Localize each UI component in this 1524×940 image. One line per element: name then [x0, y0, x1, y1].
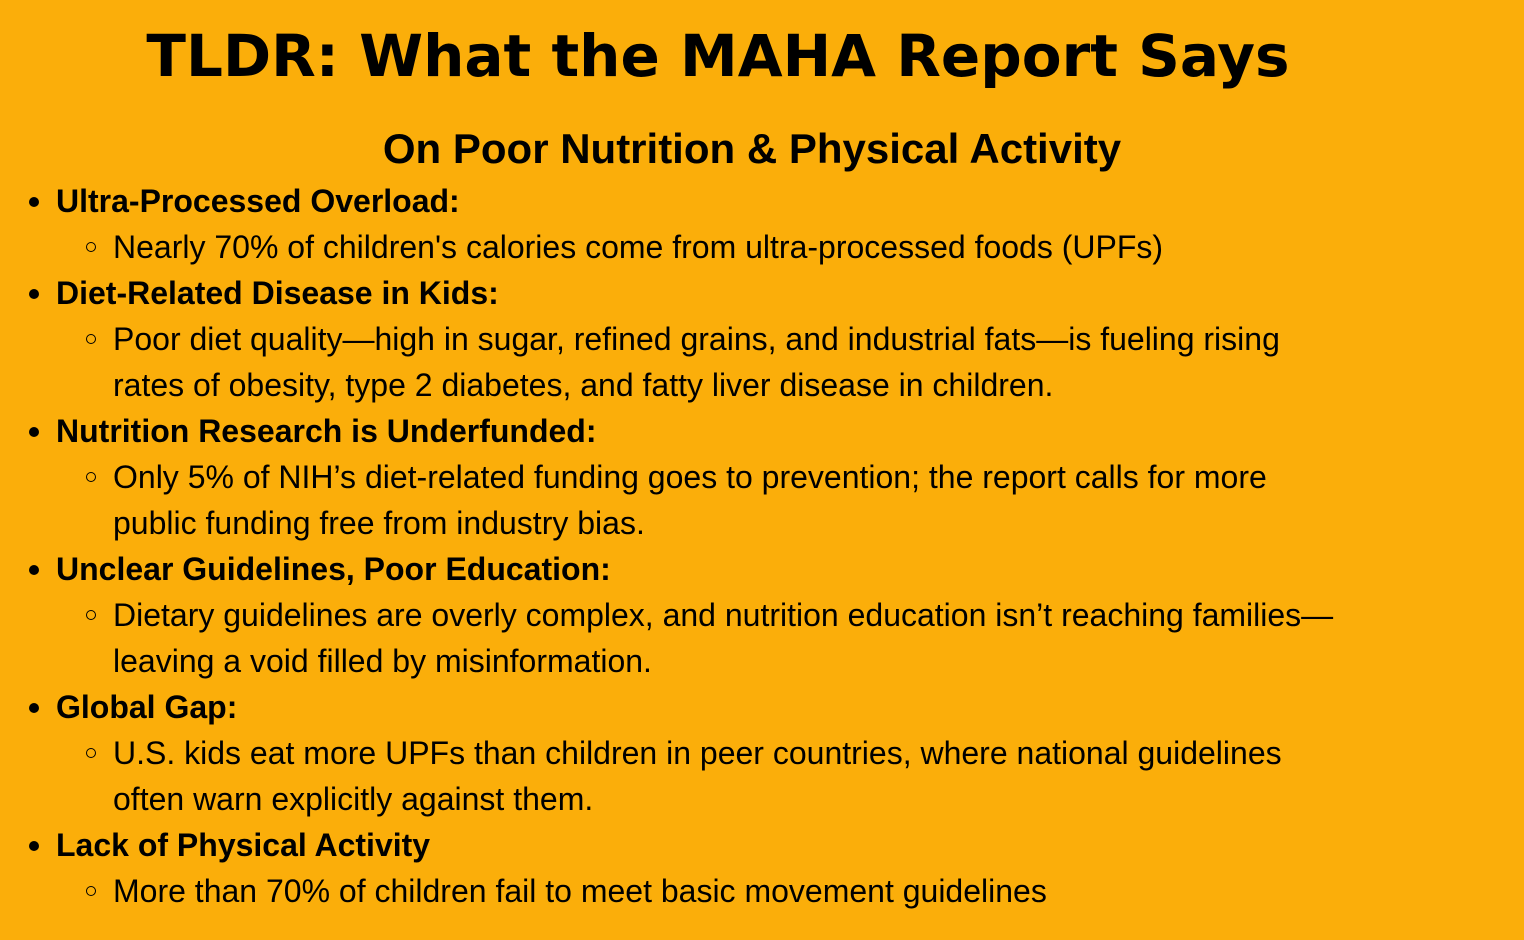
list-item: [0, 178, 1524, 270]
item-detail: [0, 316, 1524, 408]
item-heading: Nutrition Research is Underfunded:: [56, 413, 597, 449]
page-subtitle: On Poor Nutrition & Physical Activity: [382, 125, 1122, 172]
hollow-bullet-icon: [86, 886, 96, 896]
item-heading-row: [0, 684, 1524, 730]
item-heading: Lack of Physical Activity: [56, 827, 431, 863]
item-detail: [0, 454, 1524, 546]
bullet-dot-icon: [29, 289, 39, 299]
bullet-dot-icon: [29, 427, 39, 437]
item-heading-row: [0, 546, 1524, 592]
item-detail-line: Nearly 70% of children's calories come from ultra-processed foods (UPFs): [113, 229, 1164, 265]
item-heading-row: [0, 270, 1524, 316]
item-heading-row: [0, 178, 1524, 224]
item-detail-line: Only 5% of NIH’s diet-related funding goes to prevention; the report calls for more: [113, 459, 1267, 495]
list-item: [0, 822, 1524, 914]
item-detail-line: More than 70% of children fail to meet basic movement guidelines: [113, 873, 1047, 909]
item-detail-line: leaving a void filled by misinformation.: [113, 643, 652, 679]
item-detail: [0, 224, 1524, 270]
item-heading: Global Gap:: [56, 689, 238, 725]
list-item: [0, 546, 1524, 684]
item-detail-line: public funding free from industry bias.: [113, 505, 645, 541]
item-heading: Diet-Related Disease in Kids:: [56, 275, 499, 311]
item-detail: [0, 592, 1524, 684]
hollow-bullet-icon: [86, 472, 96, 482]
item-heading: Ultra-Processed Overload:: [56, 183, 460, 219]
item-heading-row: [0, 408, 1524, 454]
item-detail: [0, 868, 1524, 914]
item-detail: [0, 730, 1524, 822]
item-heading: Unclear Guidelines, Poor Education:: [56, 551, 611, 587]
hollow-bullet-icon: [86, 242, 96, 252]
item-detail-line: U.S. kids eat more UPFs than children in peer countries, where national guidelines: [113, 735, 1282, 771]
key-points-list: [0, 178, 1524, 914]
page-title: TLDR: What the MAHA Report Says: [146, 22, 1290, 90]
bullet-dot-icon: [29, 703, 39, 713]
list-item: [0, 684, 1524, 822]
list-item: [0, 408, 1524, 546]
bullet-dot-icon: [29, 197, 39, 207]
item-detail-line: often warn explicitly against them.: [113, 781, 594, 817]
item-detail-line: Dietary guidelines are overly complex, and nutrition education isn’t reaching families—: [113, 597, 1334, 633]
item-detail-line: Poor diet quality—high in sugar, refined grains, and industrial fats—is fueling rising: [113, 321, 1280, 357]
hollow-bullet-icon: [86, 748, 96, 758]
list-item: [0, 270, 1524, 408]
hollow-bullet-icon: [86, 610, 96, 620]
item-detail-line: rates of obesity, type 2 diabetes, and fatty liver disease in children.: [113, 367, 1054, 403]
bullet-dot-icon: [29, 841, 39, 851]
bullet-dot-icon: [29, 565, 39, 575]
hollow-bullet-icon: [86, 334, 96, 344]
item-heading-row: [0, 822, 1524, 868]
